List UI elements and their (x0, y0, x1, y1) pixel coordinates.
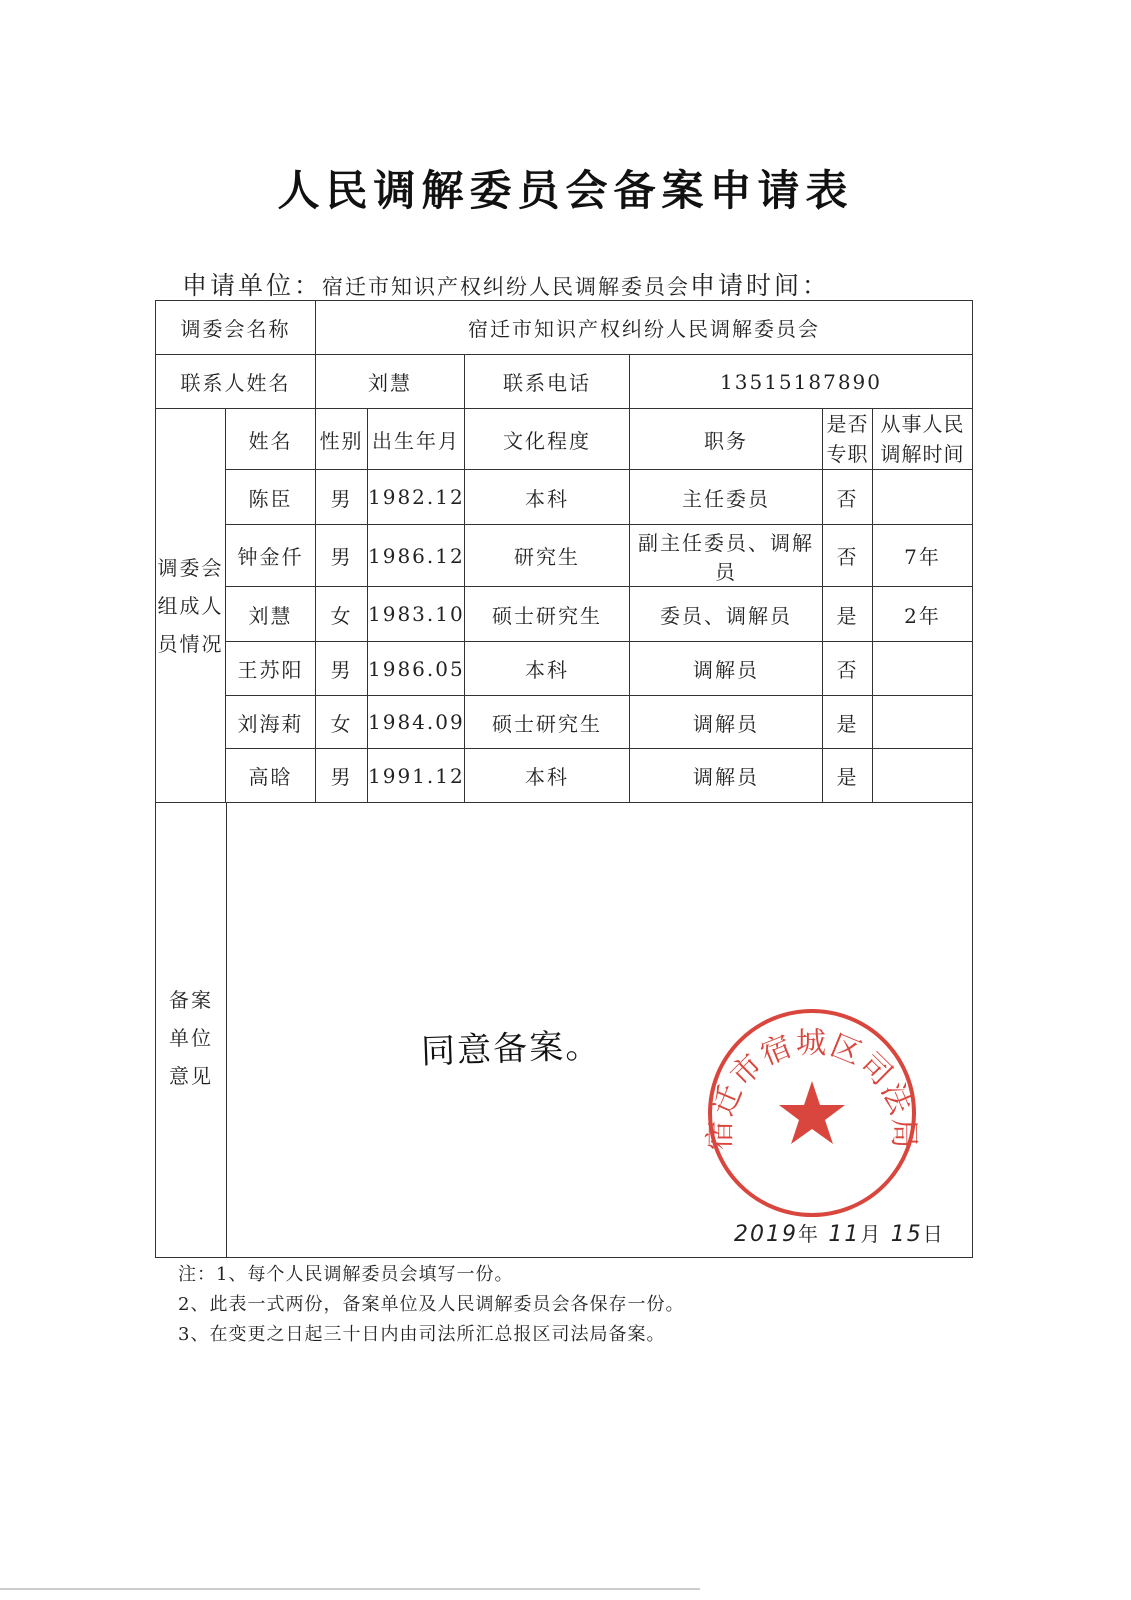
header-education: 文化程度 (465, 409, 630, 470)
member-row (156, 525, 973, 587)
apply-time-label: 申请时间： (690, 271, 831, 300)
member-row (156, 696, 973, 749)
member-name: 王苏阳 (226, 642, 316, 696)
apply-line (182, 266, 830, 302)
member-years: 2年 (873, 587, 973, 642)
phone-value: 13515187890 (630, 355, 973, 409)
contact-name-label: 联系人姓名 (156, 355, 316, 409)
member-fulltime: 否 (823, 525, 873, 587)
member-birth: 1982.12 (368, 470, 465, 525)
form-title: 人民调解委员会备案申请表 (277, 166, 854, 215)
member-name: 高晗 (226, 749, 316, 803)
apply-unit-value: 宿迁市知识产权纠纷人民调解委员会 (322, 275, 691, 299)
member-row (156, 642, 973, 696)
member-row (156, 587, 973, 642)
contact-row (156, 355, 973, 409)
header-position: 职务 (630, 409, 823, 470)
member-fulltime: 是 (823, 749, 873, 803)
header-name: 姓名 (226, 409, 316, 470)
phone-label: 联系电话 (465, 355, 630, 409)
opinion-label: 备案单位意见 (169, 988, 213, 1088)
date-day: 15 (890, 1222, 923, 1247)
notes (178, 1260, 684, 1350)
member-position: 调解员 (630, 696, 823, 749)
member-position: 调解员 (630, 642, 823, 696)
member-birth: 1986.05 (368, 642, 465, 696)
opinion-row (156, 803, 973, 1258)
member-gender: 男 (316, 642, 368, 696)
note-item: 3、在变更之日起三十日内由司法所汇总报区司法局备案。 (178, 1324, 666, 1345)
committee-name-label: 调委会名称 (156, 301, 316, 355)
opinion-divider (226, 803, 227, 1257)
header-birth: 出生年月 (368, 409, 465, 470)
member-row (156, 749, 973, 803)
member-years (873, 470, 973, 525)
member-education: 硕士研究生 (465, 587, 630, 642)
opinion-cell (156, 803, 973, 1258)
committee-name-row (156, 301, 973, 355)
date-year: 2019 (734, 1222, 798, 1247)
member-education: 本科 (465, 470, 630, 525)
member-position: 调解员 (630, 749, 823, 803)
member-fulltime: 否 (823, 642, 873, 696)
member-birth: 1991.12 (368, 749, 465, 803)
member-fulltime: 否 (823, 470, 873, 525)
note-item: 注：1、每个人民调解委员会填写一份。 (178, 1264, 514, 1285)
member-birth: 1986.12 (368, 525, 465, 587)
member-gender: 女 (316, 696, 368, 749)
member-years (873, 642, 973, 696)
member-fulltime: 是 (823, 696, 873, 749)
header-years: 从事人民调解时间 (873, 409, 973, 470)
member-education: 研究生 (465, 525, 630, 587)
member-name: 刘海莉 (226, 696, 316, 749)
note-item: 2、此表一式两份，备案单位及人民调解委员会各保存一份。 (178, 1294, 685, 1315)
committee-name-value: 宿迁市知识产权纠纷人民调解委员会 (316, 301, 973, 355)
member-fulltime: 是 (823, 587, 873, 642)
member-years: 7年 (873, 525, 973, 587)
opinion-date (734, 1218, 945, 1247)
member-gender: 男 (316, 470, 368, 525)
scan-edge-line (0, 1588, 700, 1590)
filing-form-table (155, 300, 973, 1258)
member-education: 本科 (465, 642, 630, 696)
opinion-text: 同意备案。 (420, 1025, 602, 1073)
date-month: 11 (828, 1222, 861, 1247)
member-education: 本科 (465, 749, 630, 803)
member-birth: 1983.10 (368, 587, 465, 642)
date-year-unit: 年 (798, 1222, 820, 1246)
member-row (156, 470, 973, 525)
member-position: 委员、调解员 (630, 587, 823, 642)
members-header-row (156, 409, 973, 470)
contact-name-value: 刘慧 (316, 355, 465, 409)
header-gender: 性别 (316, 409, 368, 470)
member-position: 副主任委员、调解员 (630, 525, 823, 587)
date-month-unit: 月 (860, 1222, 883, 1246)
member-years (873, 749, 973, 803)
member-position: 主任委员 (630, 470, 823, 525)
member-gender: 女 (316, 587, 368, 642)
seal-star-icon (779, 1081, 845, 1144)
member-gender: 男 (316, 749, 368, 803)
apply-unit-label: 申请单位： (182, 271, 323, 300)
member-gender: 男 (316, 525, 368, 587)
member-name: 刘慧 (226, 587, 316, 642)
member-name: 钟金仟 (226, 525, 316, 587)
header-fulltime: 是否专职 (823, 409, 873, 470)
members-section-text: 调委会组成人员情况 (157, 555, 224, 656)
members-section-label (156, 409, 226, 803)
member-name: 陈臣 (226, 470, 316, 525)
member-birth: 1984.09 (368, 696, 465, 749)
member-education: 硕士研究生 (465, 696, 630, 749)
seal-text: 宿迁市宿城区司法局 (702, 1026, 922, 1151)
member-years (873, 696, 973, 749)
date-day-unit: 日 (922, 1222, 945, 1246)
official-seal (702, 1003, 922, 1223)
